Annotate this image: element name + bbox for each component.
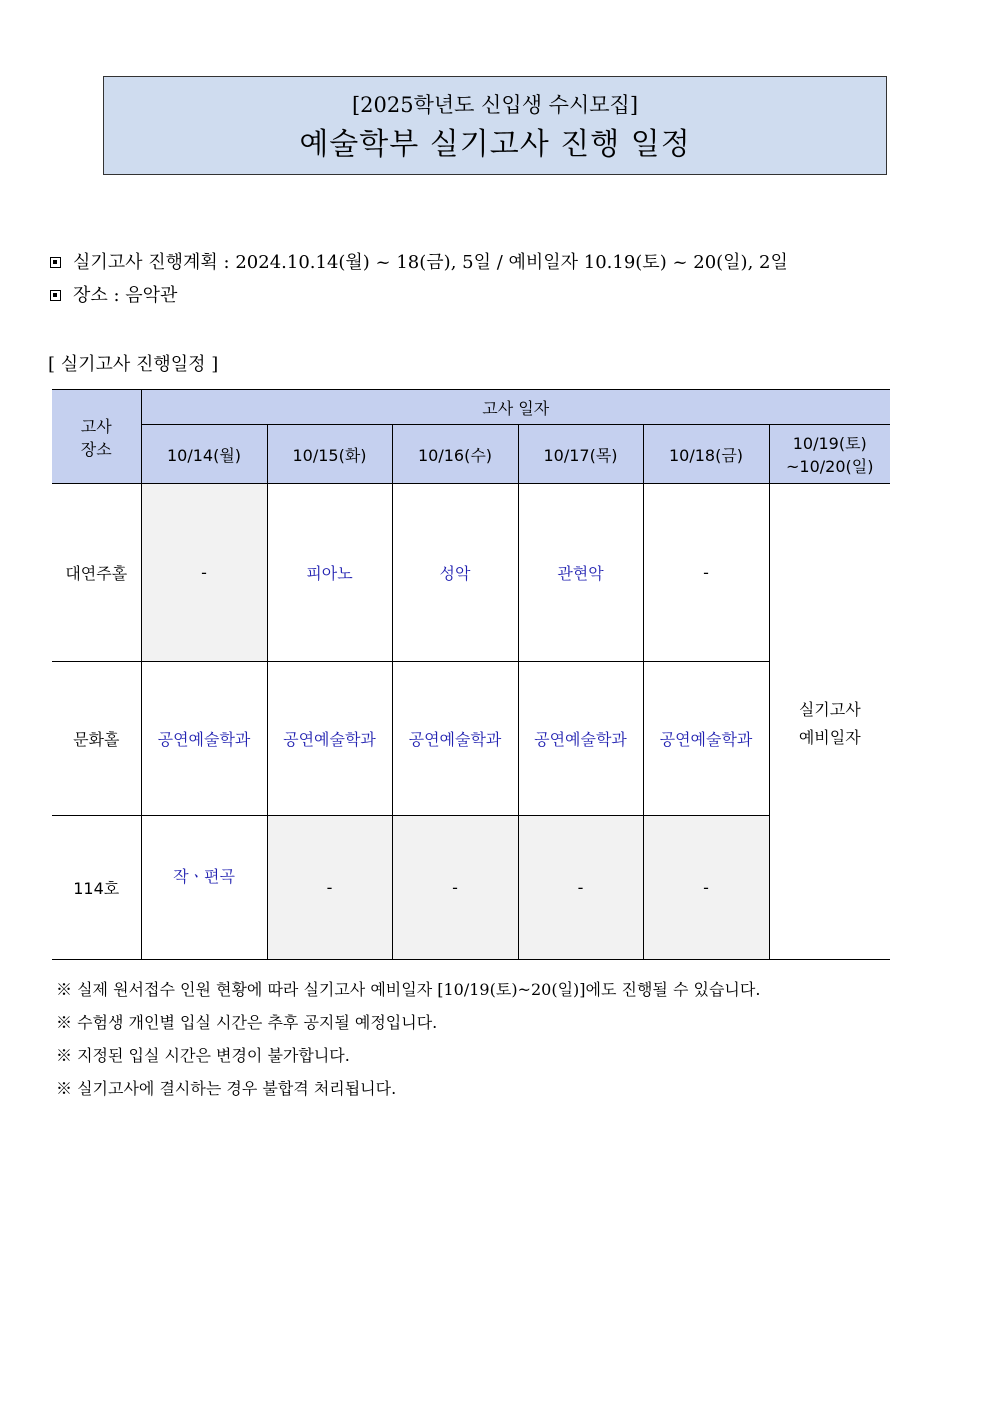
exam-place-text: 장소 : 음악관 bbox=[73, 285, 178, 306]
exam-plan-line bbox=[50, 251, 788, 275]
schedule-cell: 관현악 bbox=[518, 484, 643, 662]
place-cell: 114호 bbox=[52, 816, 141, 960]
note-item: ※ 실제 원서접수 인원 현황에 따라 실기고사 예비일자 [10/19(토)~20(일)]에도 진행될 수 있습니다. bbox=[56, 980, 761, 999]
header-date: 10/18(금) bbox=[643, 425, 769, 484]
schedule-cell: 공연예술학과 bbox=[141, 662, 267, 816]
title-box bbox=[103, 76, 887, 175]
header-date: 10/15(화) bbox=[267, 425, 392, 484]
schedule-cell: - bbox=[141, 484, 267, 662]
section-title: [ 실기고사 진행일정 ] bbox=[48, 354, 219, 375]
exam-place-line bbox=[50, 284, 177, 308]
note-item: ※ 수험생 개인별 입실 시간은 추후 공지될 예정입니다. bbox=[56, 1013, 438, 1032]
place-cell: 문화홀 bbox=[52, 662, 141, 816]
schedule-cell: - bbox=[267, 816, 392, 960]
reserve-cell: 실기고사 예비일자 bbox=[769, 484, 890, 960]
note-item: ※ 실기고사에 결시하는 경우 불합격 처리됩니다. bbox=[56, 1079, 397, 1098]
schedule-cell: - bbox=[392, 816, 518, 960]
schedule-cell: 공연예술학과 bbox=[267, 662, 392, 816]
table-row bbox=[52, 484, 890, 662]
header-date: 10/17(목) bbox=[518, 425, 643, 484]
schedule-cell: 피아노 bbox=[267, 484, 392, 662]
note-item: ※ 지정된 입실 시간은 변경이 불가합니다. bbox=[56, 1046, 350, 1065]
header-date-group: 고사 일자 bbox=[141, 390, 890, 425]
square-bullet-icon bbox=[50, 290, 61, 301]
square-bullet-icon bbox=[50, 257, 61, 268]
header-date: 10/14(월) bbox=[141, 425, 267, 484]
header-place-label: 고사 장소 bbox=[52, 390, 141, 484]
notes-list bbox=[56, 973, 760, 1105]
schedule-cell: - bbox=[643, 816, 769, 960]
schedule-cell: 작ㆍ편곡 bbox=[141, 816, 267, 960]
table-row bbox=[52, 662, 890, 816]
schedule-cell: 공연예술학과 bbox=[392, 662, 518, 816]
schedule-cell: 공연예술학과 bbox=[518, 662, 643, 816]
schedule-cell: 성악 bbox=[392, 484, 518, 662]
document-title: 예술학부 실기고사 진행 일정 bbox=[299, 127, 691, 162]
schedule-table bbox=[52, 389, 890, 960]
header-date: 10/16(수) bbox=[392, 425, 518, 484]
exam-plan-text: 실기고사 진행계획 : 2024.10.14(월) ~ 18(금), 5일 / 예비일자 10.19(토) ~ 20(일), 2일 bbox=[73, 252, 788, 273]
schedule-cell: - bbox=[518, 816, 643, 960]
header-reserve-date: 10/19(토) ~10/20(일) bbox=[769, 425, 890, 484]
schedule-cell: 공연예술학과 bbox=[643, 662, 769, 816]
schedule-cell: - bbox=[643, 484, 769, 662]
place-cell: 대연주홀 bbox=[52, 484, 141, 662]
table-row bbox=[52, 816, 890, 960]
document-subtitle: [2025학년도 신입생 수시모집] bbox=[351, 93, 639, 117]
